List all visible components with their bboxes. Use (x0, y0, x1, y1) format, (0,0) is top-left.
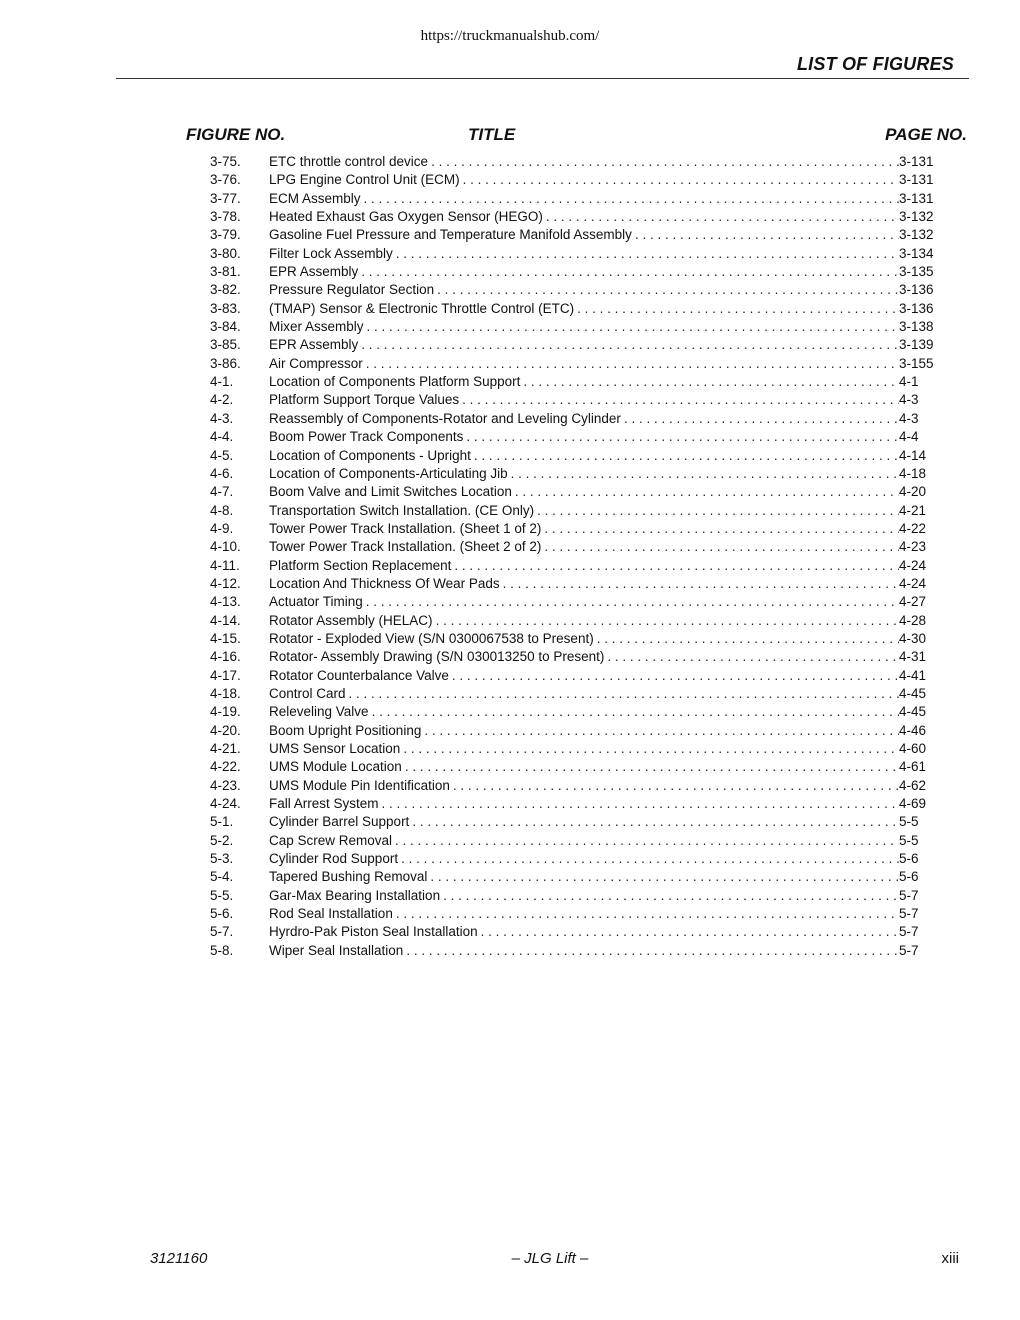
list-item[interactable] (0, 153, 1020, 171)
figure-page-number: 4-4 (899, 429, 919, 445)
figure-title-leader (269, 190, 899, 208)
figure-title: UMS Module Location (269, 758, 405, 776)
list-item[interactable] (0, 850, 1020, 868)
figure-number: 3-83. (210, 300, 241, 316)
figure-list (0, 153, 1020, 960)
figure-page-number: 3-135 (899, 264, 934, 280)
dot-leader (366, 355, 899, 373)
list-item[interactable] (0, 245, 1020, 263)
figure-number: 4-2. (210, 392, 234, 408)
figure-number: 4-23. (210, 777, 241, 793)
figure-title-leader (269, 905, 899, 923)
figure-title-leader (269, 850, 899, 868)
figure-page-number: 3-136 (899, 282, 934, 298)
figure-title: Cylinder Rod Support (269, 850, 401, 868)
list-item[interactable] (0, 171, 1020, 189)
list-item[interactable] (0, 373, 1020, 391)
list-item[interactable] (0, 281, 1020, 299)
figure-title: EPR Assembly (269, 263, 361, 281)
list-item[interactable] (0, 226, 1020, 244)
figure-number: 4-3. (210, 410, 234, 426)
figure-title: ECM Assembly (269, 190, 364, 208)
figure-title-leader (269, 557, 899, 575)
figure-page-number: 5-6 (899, 851, 919, 867)
figure-title-leader (269, 685, 899, 703)
figure-title-leader (269, 318, 899, 336)
figure-title-leader (269, 740, 899, 758)
figure-page-number: 4-3 (899, 410, 919, 426)
figure-page-number: 3-132 (899, 227, 934, 243)
figure-title: Boom Upright Positioning (269, 722, 424, 740)
figure-page-number: 4-3 (899, 392, 919, 408)
list-item[interactable] (0, 318, 1020, 336)
dot-leader (382, 795, 899, 813)
list-item[interactable] (0, 722, 1020, 740)
figure-number: 3-76. (210, 172, 241, 188)
dot-leader (443, 887, 899, 905)
figure-page-number: 5-5 (899, 814, 919, 830)
figure-title-leader (269, 612, 899, 630)
figure-title-leader (269, 703, 899, 721)
figure-number: 4-18. (210, 685, 241, 701)
figure-title: Rotator Assembly (HELAC) (269, 612, 436, 630)
footer-doc-number: 3121160 (150, 1250, 208, 1267)
dot-leader (544, 538, 899, 556)
figure-title: UMS Module Pin Identification (269, 777, 453, 795)
figure-title: Reassembly of Components-Rotator and Leveling Cylinder (269, 410, 624, 428)
figure-page-number: 4-62 (899, 777, 927, 793)
list-item[interactable] (0, 923, 1020, 941)
list-item[interactable] (0, 685, 1020, 703)
figure-title: EPR Assembly (269, 336, 361, 354)
figure-number: 3-84. (210, 319, 241, 335)
figure-page-number: 4-30 (899, 630, 927, 646)
dot-leader (466, 428, 899, 446)
figure-title: Location of Components-Articulating Jib (269, 465, 511, 483)
dot-leader (436, 612, 899, 630)
figure-title: Location And Thickness Of Wear Pads (269, 575, 503, 593)
list-item[interactable] (0, 777, 1020, 795)
figure-title-leader (269, 245, 899, 263)
figure-page-number: 4-45 (899, 704, 927, 720)
figure-title: Rotator - Exploded View (S/N 0300067538 to Present) (269, 630, 597, 648)
footer-page-number: xiii (941, 1250, 959, 1267)
figure-page-number: 4-61 (899, 759, 927, 775)
list-item[interactable] (0, 740, 1020, 758)
figure-title: Location of Components Platform Support (269, 373, 523, 391)
figure-title-leader (269, 575, 899, 593)
column-header-title: TITLE (468, 125, 516, 144)
figure-title-leader (269, 502, 899, 520)
figure-page-number: 5-7 (899, 887, 919, 903)
figure-page-number: 4-20 (899, 484, 927, 500)
figure-title-leader (269, 868, 899, 886)
figure-page-number: 4-60 (899, 741, 927, 756)
figure-page-number: 4-22 (899, 520, 927, 536)
figure-title-leader (269, 722, 899, 740)
dot-leader (401, 850, 899, 868)
list-item[interactable] (0, 538, 1020, 556)
figure-title-leader (269, 391, 899, 409)
figure-page-number: 4-46 (899, 722, 927, 738)
figure-page-number: 4-41 (899, 667, 927, 683)
figure-page-number: 3-132 (899, 209, 934, 225)
figure-page-number: 4-69 (899, 796, 927, 812)
list-item[interactable] (0, 630, 1020, 648)
list-item[interactable] (0, 190, 1020, 208)
figure-title-leader (269, 281, 899, 299)
dot-leader (424, 722, 899, 740)
figure-number: 4-1. (210, 374, 234, 390)
figure-title-leader (269, 447, 899, 465)
figure-title: (TMAP) Sensor & Electronic Throttle Control (ETC) (269, 300, 577, 318)
figure-title-leader (269, 758, 899, 776)
figure-number: 5-8. (210, 942, 234, 958)
dot-leader (431, 153, 899, 171)
dot-leader (364, 190, 899, 208)
figure-number: 4-11. (210, 557, 240, 573)
dot-leader (577, 300, 899, 318)
figure-number: 5-1. (210, 814, 234, 830)
figure-page-number: 4-27 (899, 594, 927, 610)
figure-number: 3-78. (210, 209, 241, 225)
figure-title: Air Compressor (269, 355, 366, 373)
figure-title: Tower Power Track Installation. (Sheet 1 of 2) (269, 520, 544, 538)
list-item[interactable] (0, 575, 1020, 593)
figure-title-leader (269, 336, 899, 354)
figure-title-leader (269, 667, 899, 685)
figure-number: 4-22. (210, 759, 241, 775)
dot-leader (366, 593, 899, 611)
figure-page-number: 5-6 (899, 869, 919, 885)
figure-number: 4-13. (210, 594, 241, 610)
figure-page-number: 5-7 (899, 942, 919, 958)
figure-page-number: 4-1 (899, 374, 919, 390)
figure-number: 5-6. (210, 906, 234, 922)
dot-leader (503, 575, 899, 593)
list-item[interactable] (0, 648, 1020, 666)
figure-page-number: 4-18 (899, 465, 927, 481)
list-item[interactable] (0, 758, 1020, 776)
figure-title: Rotator- Assembly Drawing (S/N 030013250 to Present) (269, 648, 607, 666)
figure-page-number: 3-139 (899, 337, 934, 353)
figure-title: Pressure Regulator Section (269, 281, 437, 299)
list-item[interactable] (0, 502, 1020, 520)
figure-number: 3-79. (210, 227, 241, 243)
figure-title-leader (269, 263, 899, 281)
list-item[interactable] (0, 520, 1020, 538)
figure-number: 4-9. (210, 520, 234, 536)
figure-page-number: 4-24 (899, 575, 927, 591)
list-item[interactable] (0, 905, 1020, 923)
figure-number: 4-10. (210, 539, 241, 555)
header-divider (116, 78, 969, 79)
figure-title-leader (269, 887, 899, 905)
figure-number: 4-12. (210, 575, 241, 591)
figure-page-number: 4-21 (899, 502, 927, 518)
column-header-figure-no: FIGURE NO. (186, 125, 286, 144)
figure-number: 3-86. (210, 355, 241, 371)
figure-number: 4-17. (210, 667, 241, 683)
list-item[interactable] (0, 667, 1020, 685)
figure-title-leader (269, 538, 899, 556)
figure-title: Transportation Switch Installation. (CE Only) (269, 502, 537, 520)
figure-title-leader (269, 428, 899, 446)
figure-number: 4-4. (210, 429, 234, 445)
figure-title: UMS Sensor Location (269, 740, 403, 758)
dot-leader (511, 465, 899, 483)
figure-number: 3-81. (210, 264, 241, 280)
figure-title: Fall Arrest System (269, 795, 382, 813)
dot-leader (515, 483, 899, 501)
figure-number: 5-5. (210, 887, 234, 903)
dot-leader (624, 410, 899, 428)
dot-leader (361, 263, 899, 281)
figure-page-number: 4-23 (899, 539, 927, 555)
figure-title: Mixer Assembly (269, 318, 367, 336)
figure-page-number: 4-31 (899, 649, 927, 665)
dot-leader (635, 226, 899, 244)
figure-number: 4-24. (210, 796, 241, 812)
figure-number: 4-19. (210, 704, 241, 720)
figure-title: Hyrdro-Pak Piston Seal Installation (269, 923, 481, 941)
dot-leader (437, 281, 899, 299)
figure-number: 3-75. (210, 154, 241, 169)
dot-leader (546, 208, 899, 226)
list-item[interactable] (0, 795, 1020, 813)
figure-number: 3-80. (210, 245, 241, 261)
list-item[interactable] (0, 410, 1020, 428)
figure-number: 5-3. (210, 851, 234, 867)
dot-leader (452, 667, 899, 685)
figure-title: Filter Lock Assembly (269, 245, 396, 263)
dot-leader (372, 703, 899, 721)
figure-title-leader (269, 226, 899, 244)
figure-title-leader (269, 923, 899, 941)
column-header-page-no: PAGE NO. (885, 125, 967, 144)
list-item[interactable] (0, 208, 1020, 226)
dot-leader (403, 740, 899, 758)
dot-leader (396, 905, 899, 923)
figure-page-number: 3-131 (899, 172, 934, 188)
figure-title: Tower Power Track Installation. (Sheet 2 of 2) (269, 538, 544, 556)
figure-number: 4-6. (210, 465, 234, 481)
figure-title-leader (269, 483, 899, 501)
figure-number: 3-82. (210, 282, 241, 298)
figure-title-leader (269, 153, 899, 171)
figure-number: 4-5. (210, 447, 234, 463)
figure-title: Platform Section Replacement (269, 557, 454, 575)
dot-leader (454, 557, 899, 575)
figure-title: Location of Components - Upright (269, 447, 474, 465)
list-item[interactable] (0, 557, 1020, 575)
figure-title-leader (269, 410, 899, 428)
dot-leader (430, 868, 899, 886)
figure-page-number: 4-45 (899, 685, 927, 701)
figure-title: Cylinder Barrel Support (269, 813, 412, 831)
dot-leader (474, 447, 899, 465)
figure-page-number: 3-136 (899, 300, 934, 316)
figure-page-number: 4-28 (899, 612, 927, 628)
figure-page-number: 3-131 (899, 190, 934, 206)
figure-page-number: 5-7 (899, 924, 919, 940)
figure-title: Heated Exhaust Gas Oxygen Sensor (HEGO) (269, 208, 546, 226)
list-item[interactable] (0, 391, 1020, 409)
figure-title: Gar-Max Bearing Installation (269, 887, 443, 905)
list-item[interactable] (0, 336, 1020, 354)
dot-leader (453, 777, 899, 795)
list-item[interactable] (0, 887, 1020, 905)
figure-title-leader (269, 465, 899, 483)
list-item[interactable] (0, 300, 1020, 318)
figure-number: 5-7. (210, 924, 234, 940)
list-item[interactable] (0, 813, 1020, 831)
figure-title: Wiper Seal Installation (269, 942, 406, 960)
figure-number: 4-20. (210, 722, 241, 738)
figure-number: 4-16. (210, 649, 241, 665)
figure-title: Actuator Timing (269, 593, 366, 611)
figure-title: Boom Valve and Limit Switches Location (269, 483, 515, 501)
figure-title: Control Card (269, 685, 349, 703)
dot-leader (537, 502, 899, 520)
figure-page-number: 3-134 (899, 245, 934, 261)
list-item[interactable] (0, 483, 1020, 501)
list-item[interactable] (0, 593, 1020, 611)
list-item[interactable] (0, 263, 1020, 281)
list-item[interactable] (0, 942, 1020, 960)
figure-page-number: 5-7 (899, 906, 919, 922)
dot-leader (406, 942, 899, 960)
list-item[interactable] (0, 447, 1020, 465)
list-item[interactable] (0, 868, 1020, 886)
figure-number: 3-77. (210, 190, 241, 206)
figure-title: Releveling Valve (269, 703, 372, 721)
figure-number: 3-85. (210, 337, 241, 353)
figure-number: 4-14. (210, 612, 241, 628)
list-item[interactable] (0, 703, 1020, 721)
figure-page-number: 4-14 (899, 447, 927, 463)
dot-leader (405, 758, 899, 776)
dot-leader (462, 391, 899, 409)
figure-number: 4-8. (210, 502, 234, 518)
figure-page-number: 3-155 (899, 355, 934, 371)
figure-title-leader (269, 630, 899, 648)
dot-leader (349, 685, 899, 703)
figure-number: 4-7. (210, 484, 234, 500)
list-item[interactable] (0, 428, 1020, 446)
figure-title: Platform Support Torque Values (269, 391, 462, 409)
figure-number: 5-2. (210, 832, 234, 848)
figure-title: Tapered Bushing Removal (269, 868, 430, 886)
dot-leader (597, 630, 899, 648)
dot-leader (607, 648, 899, 666)
dot-leader (395, 832, 899, 850)
figure-title-leader (269, 648, 899, 666)
list-item[interactable] (0, 355, 1020, 373)
figure-page-number: 4-24 (899, 557, 927, 573)
figure-title: Cap Screw Removal (269, 832, 395, 850)
figure-number: 4-15. (210, 630, 241, 646)
figure-title: Rod Seal Installation (269, 905, 396, 923)
figure-title: Rotator Counterbalance Valve (269, 667, 452, 685)
list-item[interactable] (0, 832, 1020, 850)
figure-title: Gasoline Fuel Pressure and Temperature Manifold Assembly (269, 226, 635, 244)
dot-leader (544, 520, 899, 538)
dot-leader (412, 813, 899, 831)
dot-leader (523, 373, 899, 391)
figure-title-leader (269, 355, 899, 373)
figure-title-leader (269, 171, 899, 189)
dot-leader (396, 245, 899, 263)
figure-page-number: 5-5 (899, 832, 919, 848)
figure-title-leader (269, 813, 899, 831)
figure-number: 4-21. (210, 741, 241, 756)
figure-title: Boom Power Track Components (269, 428, 466, 446)
dot-leader (361, 336, 899, 354)
figure-title-leader (269, 942, 899, 960)
footer-publisher: – JLG Lift – (511, 1250, 589, 1267)
figure-page-number: 3-131 (899, 154, 934, 169)
figure-title-leader (269, 208, 899, 226)
dot-leader (463, 171, 899, 189)
dot-leader (367, 318, 899, 336)
figure-title-leader (269, 300, 899, 318)
list-item[interactable] (0, 465, 1020, 483)
source-url[interactable]: https://truckmanualshub.com/ (420, 28, 600, 44)
figure-title-leader (269, 832, 899, 850)
page-header-title: LIST OF FIGURES (796, 54, 954, 74)
figure-title: LPG Engine Control Unit (ECM) (269, 171, 463, 189)
dot-leader (481, 923, 899, 941)
list-item[interactable] (0, 612, 1020, 630)
figure-page-number: 3-138 (899, 319, 934, 335)
figure-title-leader (269, 777, 899, 795)
figure-title-leader (269, 795, 899, 813)
figure-title-leader (269, 373, 899, 391)
figure-title-leader (269, 520, 899, 538)
figure-number: 5-4. (210, 869, 234, 885)
figure-title-leader (269, 593, 899, 611)
figure-title: ETC throttle control device (269, 153, 431, 171)
